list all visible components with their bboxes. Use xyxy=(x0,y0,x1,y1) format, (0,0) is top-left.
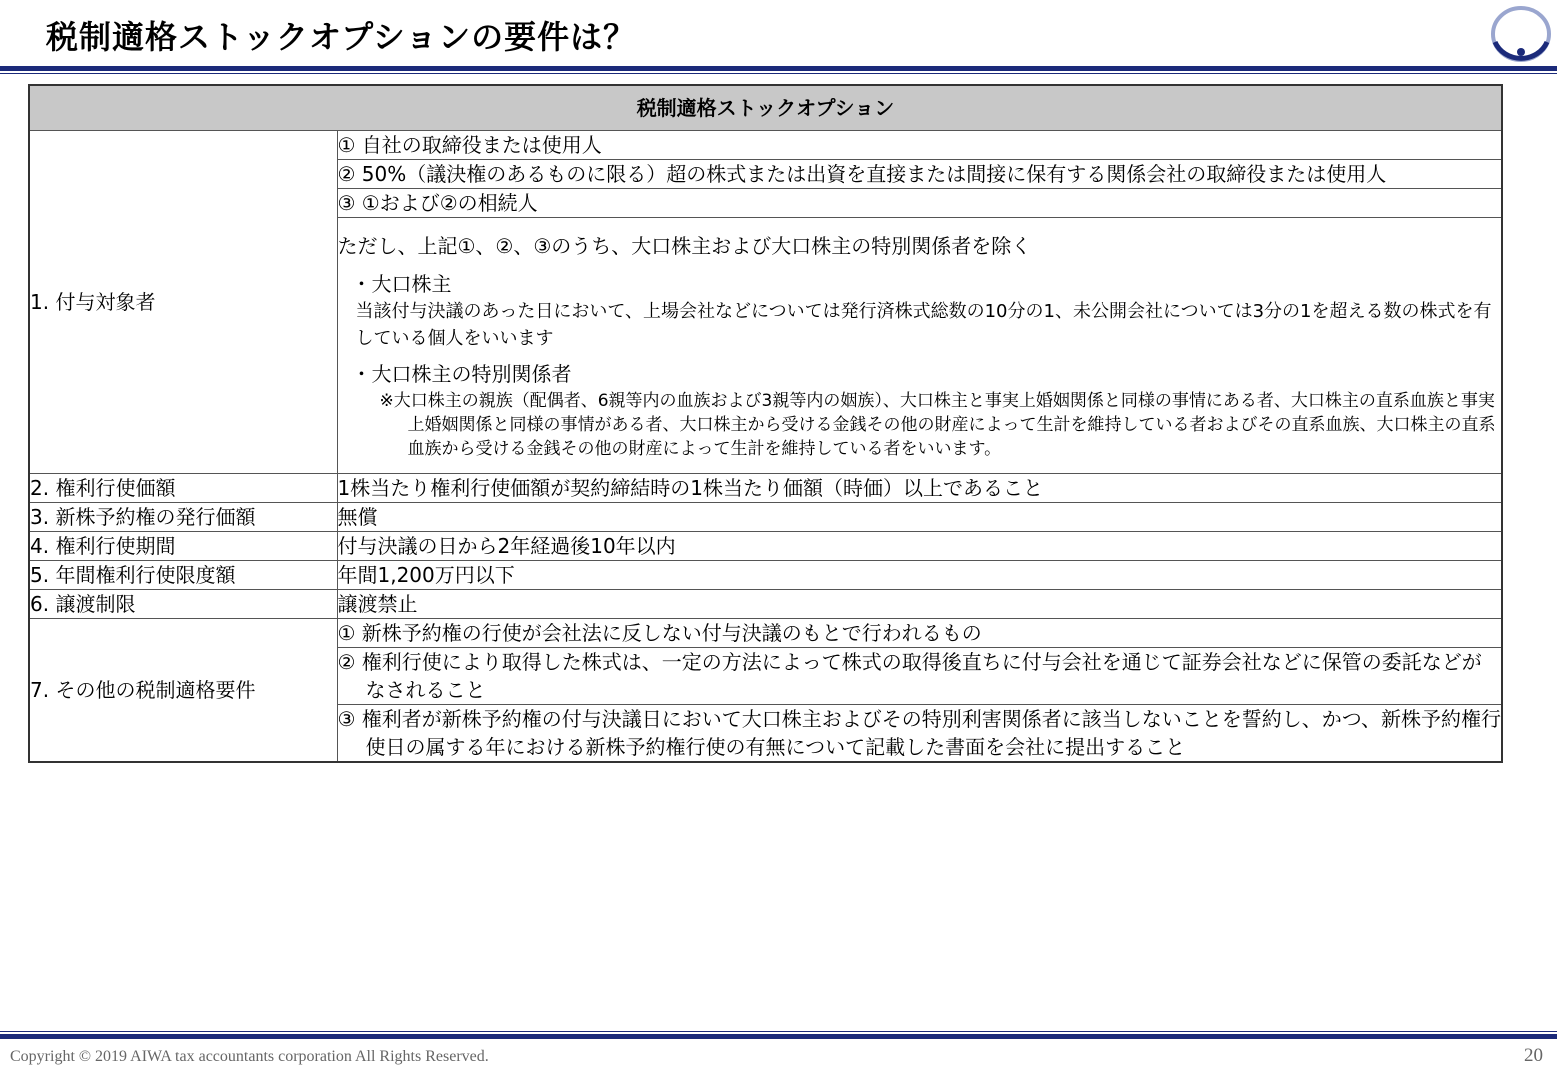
table-header: 税制適格ストックオプション xyxy=(29,85,1502,131)
row-value-annual-limit: 年間1,200万円以下 xyxy=(337,561,1502,590)
table-row xyxy=(29,532,1502,561)
row-label-issue-price: 3. 新株予約権の発行価額 xyxy=(29,503,337,532)
row-label-annual-limit: 5. 年間権利行使限度額 xyxy=(29,561,337,590)
special-relation-title: ・大口株主の特別関係者 xyxy=(351,362,572,386)
table-row xyxy=(29,590,1502,619)
special-relation-note: ※大口株主の親族（配偶者、6親等内の血族および3親等内の姻族）、大口株主と事実上婚姻関係と同様の事情にある者、大口株主の直系血族と事実上婚姻関係と同様の事情がある者、大口株主から受ける金銭その他の財産によって生計を維持している者およびその直系血族、大口株主の直系血族から受ける金銭その他の財産によって生計を維持している者をいいます。 xyxy=(379,391,1496,459)
row-value-issue-price: 無償 xyxy=(337,503,1502,532)
exception-intro: ただし、上記①、②、③のうち、大口株主および大口株主の特別関係者を除く xyxy=(337,234,1032,258)
table-row xyxy=(29,131,1502,160)
table-row xyxy=(29,474,1502,503)
row-value-exercise-period: 付与決議の日から2年経過後10年以内 xyxy=(337,532,1502,561)
row-label-exercise-period: 4. 権利行使期間 xyxy=(29,532,337,561)
footer-rule xyxy=(0,1034,1557,1039)
major-shareholder-title: ・大口株主 xyxy=(351,272,452,296)
row-value-exercise-price: 1株当たり権利行使価額が契約締結時の1株当たり価額（時価）以上であること xyxy=(337,474,1502,503)
major-shareholder-definition: 当該付与決議のあった日において、上場会社などについては発行済株式総数の10分の1、未公開会社については3分の1を超える数の株式を有している個人をいいます xyxy=(355,301,1492,349)
other-item-1: ① 新株予約権の行使が会社法に反しない付与決議のもとで行われるもの xyxy=(337,619,1502,648)
other-item-2: ② 権利行使により取得した株式は、一定の方法によって株式の取得後直ちに付与会社を通じて証券会社などに保管の委託などがなされること xyxy=(337,650,1482,702)
row-label-other-requirements: 7. その他の税制適格要件 xyxy=(29,619,337,763)
table-header-row xyxy=(29,85,1502,131)
grantee-item-3: ③ ①および②の相続人 xyxy=(337,189,1502,218)
page-title: 税制適格ストックオプションの要件は？ xyxy=(46,18,637,56)
row-label-grantees: 1. 付与対象者 xyxy=(29,131,337,474)
page-number: 20 xyxy=(1524,1045,1543,1066)
requirements-table xyxy=(28,84,1503,763)
table-row xyxy=(29,503,1502,532)
aiwa-ring-logo-icon xyxy=(1483,2,1555,66)
footer-rule-thin xyxy=(0,1031,1557,1032)
header-rule xyxy=(0,66,1557,71)
table-row xyxy=(29,619,1502,648)
other-item-3: ③ 権利者が新株予約権の付与決議日において大口株主およびその特別利害関係者に該当しないことを誓約し、かつ、新株予約権行使日の属する年における新株予約権行使の有無について記載した書面を会社に提出すること xyxy=(337,707,1501,759)
row-value-transfer-restriction: 譲渡禁止 xyxy=(337,590,1502,619)
row-label-transfer-restriction: 6. 譲渡制限 xyxy=(29,590,337,619)
header-rule-thin xyxy=(0,73,1557,74)
row-label-exercise-price: 2. 権利行使価額 xyxy=(29,474,337,503)
copyright-footer: Copyright © 2019 AIWA tax accountants corporation All Rights Reserved. xyxy=(10,1048,489,1065)
grantee-item-2: ② 50%（議決権のあるものに限る）超の株式または出資を直接または間接に保有する関係会社の取締役または使用人 xyxy=(337,162,1387,186)
table-row xyxy=(29,561,1502,590)
grantee-item-1: ① 自社の取締役または使用人 xyxy=(337,131,1502,160)
